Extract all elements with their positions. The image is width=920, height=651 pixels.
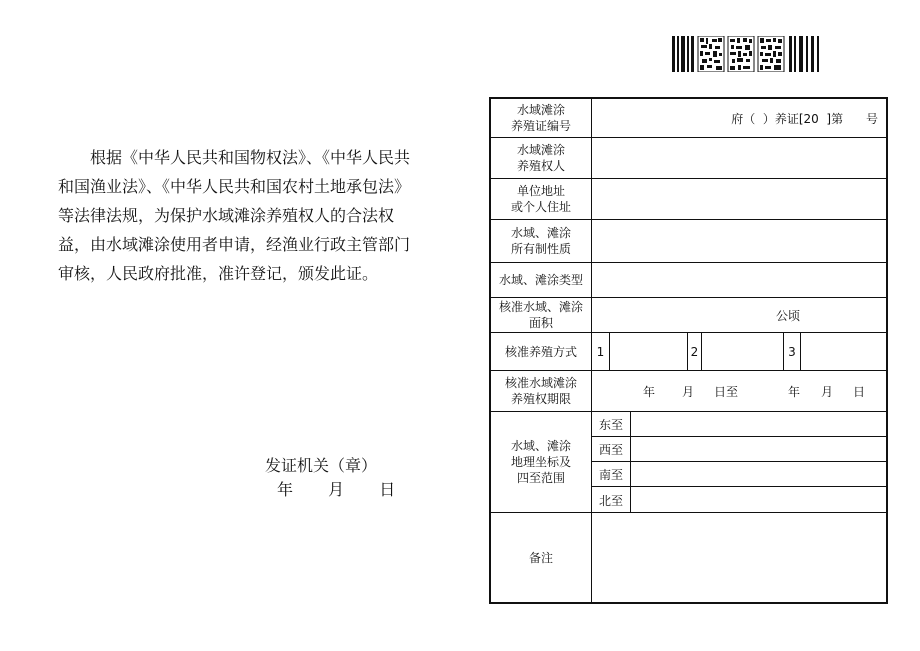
coords-south-row: [592, 462, 886, 487]
coords-east-label: 东至: [592, 412, 631, 436]
row-method: [491, 333, 886, 371]
area-unit: 公顷: [776, 308, 801, 323]
coords-west-row: [592, 437, 886, 462]
period-end-month: 月: [821, 384, 834, 399]
label-area: 核准水域、滩涂 面积: [491, 298, 592, 332]
row-address: [491, 179, 886, 220]
method-2-field[interactable]: [702, 333, 784, 370]
label-cert-no: 水域滩涂 养殖证编号: [491, 99, 592, 137]
field-address[interactable]: [592, 179, 886, 219]
period-end-year: 年: [788, 384, 801, 399]
issue-date-day: 日: [379, 480, 396, 499]
field-holder[interactable]: [592, 138, 886, 178]
preamble-paragraph: 根据《中华人民共和国物权法》、《中华人民共和国渔业法》、《中华人民共和国农村土地承包法》等法律法规，为保护水域滩涂养殖权人的合法权益，由水域滩涂使用者申请，经渔业行政主管部门审核，人民政府批准，准许登记，颁发此证。: [58, 148, 411, 283]
label-notes: 备注: [491, 513, 592, 602]
coords-west-label: 西至: [592, 437, 631, 461]
method-3-number: 3: [784, 333, 801, 370]
method-1-field[interactable]: [610, 333, 688, 370]
method-3-field[interactable]: [801, 333, 886, 370]
row-holder: [491, 138, 886, 179]
row-notes: [491, 513, 886, 602]
label-coords: 水域、滩涂 地理坐标及 四至范围: [491, 412, 592, 512]
field-notes[interactable]: [592, 513, 886, 602]
issuer-label: 发证机关（章）: [265, 456, 378, 475]
row-area: [491, 298, 886, 333]
row-coords: [491, 412, 886, 513]
label-period: 核准水域滩涂 养殖权期限: [491, 371, 592, 411]
field-area[interactable]: [592, 298, 886, 332]
label-holder: 水域滩涂 养殖权人: [491, 138, 592, 178]
row-cert-no: [491, 99, 886, 138]
period-start-day-to: 日至: [714, 384, 739, 399]
issue-date: [265, 478, 395, 502]
row-type: [491, 263, 886, 298]
coords-north-row: [592, 487, 886, 513]
certificate-table: [489, 97, 888, 604]
label-ownership: 水域、滩涂 所有制性质: [491, 220, 592, 262]
period-start-month: 月: [682, 384, 695, 399]
coords-east-row: [592, 412, 886, 437]
method-1-number: 1: [592, 333, 610, 370]
field-ownership[interactable]: [592, 220, 886, 262]
period-end-day: 日: [853, 384, 866, 399]
label-address: 单位地址 或个人住址: [491, 179, 592, 219]
issue-date-year: 年: [277, 480, 294, 499]
label-type: 水域、滩涂类型: [491, 263, 592, 297]
field-period[interactable]: [592, 371, 886, 411]
row-period: [491, 371, 886, 412]
issue-date-month: 月: [328, 480, 345, 499]
coords-north-label: 北至: [592, 487, 631, 513]
row-ownership: [491, 220, 886, 263]
field-cert-no[interactable]: [592, 99, 886, 137]
label-method: 核准养殖方式: [491, 333, 592, 370]
cert-no-template: 府（ ）养证[20 ]第 号: [731, 111, 878, 126]
preamble-text: [58, 143, 418, 288]
period-start-year: 年: [643, 384, 656, 399]
barcode-icon: [672, 36, 824, 72]
issuer-block: [265, 454, 395, 502]
coords-south-label: 南至: [592, 462, 631, 486]
method-2-number: 2: [688, 333, 702, 370]
field-type[interactable]: [592, 263, 886, 297]
